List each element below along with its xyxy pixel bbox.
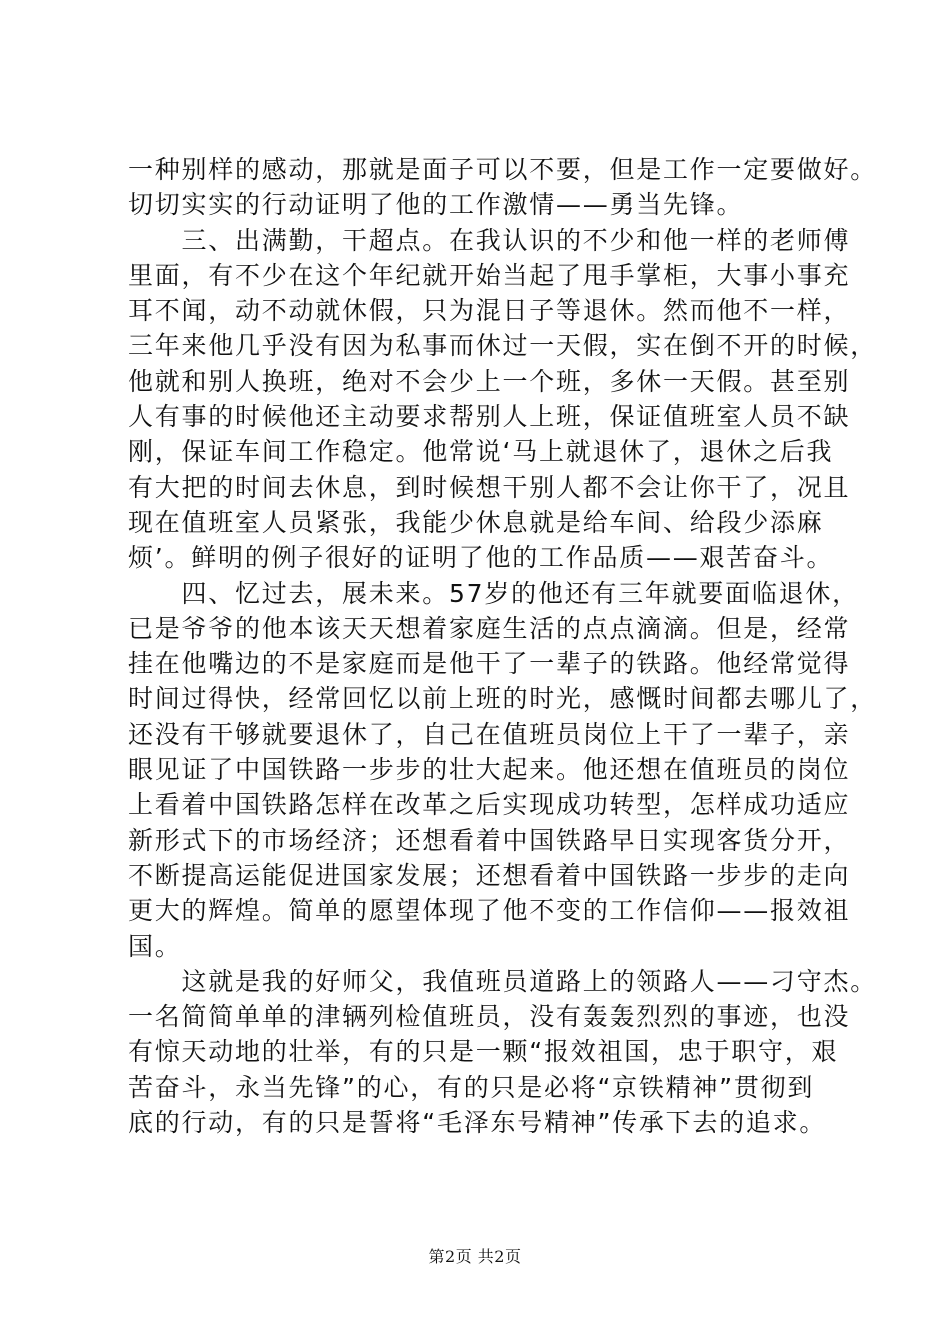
page-footer: 第2页 共2页 bbox=[428, 1247, 522, 1266]
text-line: 苦奋斗，永当先锋”的心，有的只是必将“京铁精神”贯彻到 bbox=[128, 1072, 815, 1102]
text-line: 一种别样的感动，那就是面子可以不要，但是工作一定要做好。 bbox=[128, 155, 878, 184]
text-line: 已是爷爷的他本该天天想着家庭生活的点点滴滴。但是，经常 bbox=[128, 613, 851, 643]
text-line: 新形式下的市场经济；还想看着中国铁路早日实现客货分开， bbox=[128, 825, 851, 855]
text-line: 三、出满勤，干超点。在我认识的不少和他一样的老师傅 bbox=[128, 225, 851, 255]
text-line: 更大的辉煌。简单的愿望体现了他不变的工作信仰——报效祖 bbox=[128, 896, 851, 926]
text-line: 三年来他几乎没有因为私事而休过一天假，实在倒不开的时候， bbox=[128, 331, 878, 361]
document-body bbox=[128, 152, 878, 1140]
text-line: 烦’。鲜明的例子很好的证明了他的工作品质——艰苦奋斗。 bbox=[128, 543, 834, 573]
text-line: 刚，保证车间工作稳定。他常说‘马上就退休了，退休之后我 bbox=[128, 437, 834, 467]
text-line: 人有事的时候他还主动要求帮别人上班，保证值班室人员不缺 bbox=[128, 402, 851, 432]
text-line: 有惊天动地的壮举，有的只是一颗“报效祖国，忠于职守，艰 bbox=[128, 1037, 839, 1067]
text-line: 有大把的时间去休息，到时候想干别人都不会让你干了，况且 bbox=[128, 472, 851, 502]
text-line: 耳不闻，动不动就休假，只为混日子等退休。然而他不一样， bbox=[128, 296, 851, 326]
text-line: 现在值班室人员紧张，我能少休息就是给车间、给段少添麻 bbox=[128, 507, 824, 537]
text-line: 不断提高运能促进国家发展；还想看着中国铁路一步步的走向 bbox=[128, 860, 851, 890]
text-line: 还没有干够就要退休了，自己在值班员岗位上干了一辈子，亲 bbox=[128, 719, 851, 749]
text-line: 挂在他嘴边的不是家庭而是他干了一辈子的铁路。他经常觉得 bbox=[128, 649, 851, 679]
text-line: 这就是我的好师父，我值班员道路上的领路人——刁守杰。 bbox=[128, 966, 878, 996]
text-line: 底的行动，有的只是誓将“毛泽东号精神”传承下去的追求。 bbox=[128, 1108, 827, 1138]
text-line: 眼见证了中国铁路一步步的壮大起来。他还想在值班员的岗位 bbox=[128, 755, 851, 785]
text-line: 国。 bbox=[128, 931, 182, 961]
text-line: 一名简简单单的津辆列检值班员，没有轰轰烈烈的事迹，也没 bbox=[128, 1002, 851, 1032]
text-line: 四、忆过去，展未来。57岁的他还有三年就要面临退休， bbox=[128, 578, 859, 608]
text-line: 切切实实的行动证明了他的工作激情——勇当先锋。 bbox=[128, 190, 744, 220]
text-line: 时间过得快，经常回忆以前上班的时光，感慨时间都去哪儿了， bbox=[128, 684, 878, 714]
text-line: 他就和别人换班，绝对不会少上一个班，多休一天假。甚至别 bbox=[128, 366, 851, 396]
text-line: 里面，有不少在这个年纪就开始当起了甩手掌柜，大事小事充 bbox=[128, 260, 851, 290]
text-line: 上看着中国铁路怎样在改革之后实现成功转型，怎样成功适应 bbox=[128, 790, 851, 820]
